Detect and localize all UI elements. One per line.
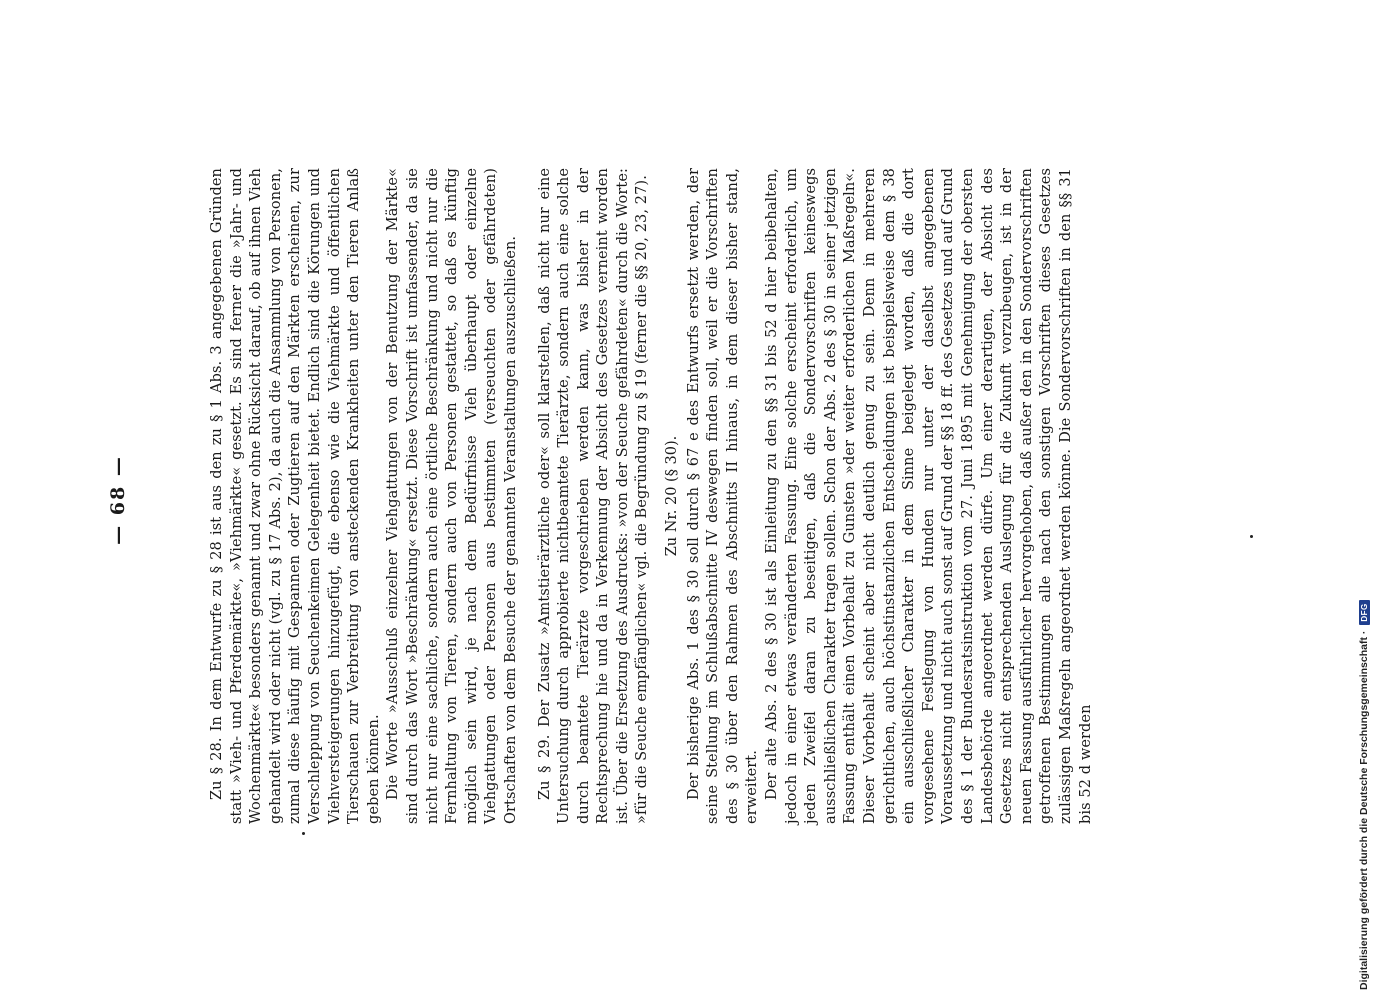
printed-dot-mark — [1250, 535, 1253, 538]
section-heading-nr-20: Zu Nr. 20 (§ 30). — [664, 435, 681, 557]
paragraph-section-28-continued: Die Worte »Ausschluß einzelner Viehgattungen von der Benutzung der Märkte« sind durch das Wort »Beschränkung« ersetzt. Diese Vorschrift ist umfassender, da sie nicht nur eine sachliche, sondern auch eine örtliche Beschränkung und nicht nur die Fernhaltung von Tieren, sondern auch von Personen gestattet, so daß es künftig möglich sein wird, je nach dem Bedürfnisse Vieh überhaupt oder einzelne Viehgattungen oder Personen aus bestimmten (verseuchten oder gefährdeten) Ortschaften von dem Besuche der genannten Veranstaltungen auszuschließen. — [385, 168, 519, 824]
digitization-credit-text: Digitalisierung gefördert durch die Deutsche Forschungsgemeinschaft · — [1358, 630, 1370, 990]
section-gap — [522, 168, 536, 824]
digitization-credit — [1344, 0, 1383, 1000]
page-number: — 68 — — [107, 455, 129, 545]
document-page — [107, 0, 1235, 1000]
paragraph-section-30-intro: Der bisherige Abs. 1 des § 30 soll durch § 67 e des Entwurfs ersetzt werden, der seine Stellung im Schlußabschnitte IV deswegen finden soll, weil er die Vorschriften des § 30 über den Rahmen des Abschnitts II hinaus, in dem dieser bisher stand, erweitert. — [685, 168, 761, 824]
paragraph-section-29: Zu § 29. Der Zusatz »Amtstierärztliche oder« soll klarstellen, daß nicht nur eine Untersuchung durch approbierte nichtbeamtete Tierärzte, sondern auch eine solche durch beamtete Tierärzte vorgeschrieben werden kann, was bisher in der Rechtsprechung hie und da in Verkennung der Absicht des Gesetzes verneint worden ist. Über die Ersetzung des Ausdrucks: »von der Seuche gefährdeten« durch die Worte: »für die Seuche empfänglichen« vgl. die Begründung zu § 19 (ferner die §§ 20, 23, 27). — [536, 168, 651, 824]
paragraph-section-28: Zu § 28. In dem Entwurfe zu § 28 ist aus den zu § 1 Abs. 3 angegebenen Gründen statt »Vieh- und Pferdemärkte«, »Viehmärkte« gesetzt. Es sind ferner die »Jahr- und Wochenmärkte« besonders genannt und zwar ohne Rücksicht darauf, ob auf ihnen Vieh gehandelt wird oder nicht (vgl. zu § 17 Abs. 2), da auch die Ansammlung von Personen, zumal diese häufig mit Gespannen oder Zugtieren auf den Märkten erscheinen, zur Verschleppung von Seuchenkeimen Gelegenheit bietet. Endlich sind die Körungen und Viehversteigerungen hinzugefügt, die ebenso wie die Viehmärkte und öffentlichen Tierschauen zur Verbreitung von ansteckenden Krankheiten unter den Tieren Anlaß geben können. — [209, 168, 382, 824]
dfg-logo: DFG — [1359, 600, 1370, 624]
paragraph-section-30-detail: Der alte Abs. 2 des § 30 ist als Einleitung zu den §§ 31 bis 52 d hier beibehalten, jedoch in einer etwas veränderten Fassung. Eine solche erscheint erforderlich, um jeden Zweifel daran zu beseitigen, daß die Sondervorschriften keineswegs ausschließlichen Charakter tragen sollen. Schon der Abs. 2 des § 30 in seiner jetzigen Fassung enthält einen Vorbehalt zu Gunsten »der weiter erforderlichen Maßregeln«. Dieser Vorbehalt scheint aber nicht deutlich genug zu sein. Denn in mehreren gerichtlichen, auch höchstinstanzlichen Entscheidungen ist beispielsweise dem § 38 ein ausschließlicher Charakter in dem Sinne beigelegt worden, daß die dort vorgesehene Festlegung von Hunden nur unter der daselbst angegebenen Voraussetzung und nicht auch sonst auf Grund der §§ 18 ff. des Gesetzes und auf Grund des § 1 der Bundesratsinstruktion vom 27. Juni 1895 mit Genehmigung der obersten Landesbehörde angeordnet werden dürfe. Um einer derartigen, der Absicht des Gesetzes nicht entsprechenden Auslegung für die Zukunft vorzubeugen, ist in der neuen Fassung ausführlicher hervorgehoben, daß außer den in den Sondervorschriften getroffenen Bestimmungen alle nach den sonstigen Vorschriften dieses Gesetzes zulässigen Maßregeln angeordnet werden könne. Die Sondervorschriften in den §§ 31 bis 52 d werden — [764, 168, 1094, 824]
